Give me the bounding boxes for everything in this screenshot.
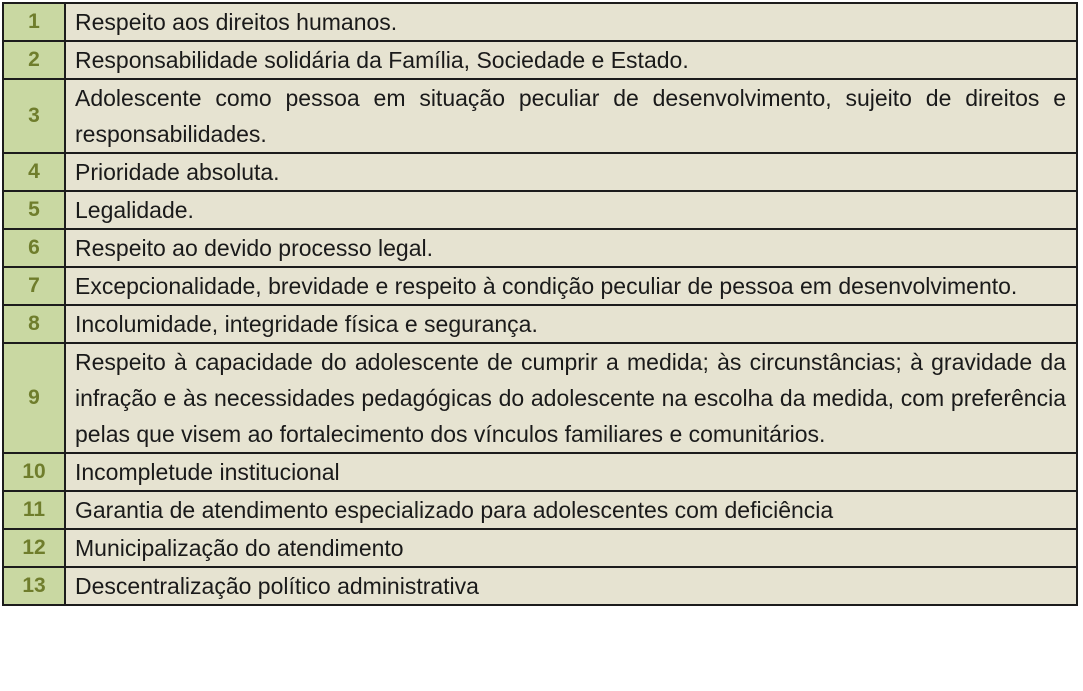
row-text: Garantia de atendimento especializado para adolescentes com deficiência	[65, 491, 1077, 529]
row-text: Respeito ao devido processo legal.	[65, 229, 1077, 267]
row-number: 12	[3, 529, 65, 567]
row-text: Incolumidade, integridade física e segurança.	[65, 305, 1077, 343]
table-row	[3, 343, 1077, 453]
table-row	[3, 529, 1077, 567]
row-number: 10	[3, 453, 65, 491]
table-row	[3, 453, 1077, 491]
table-row	[3, 229, 1077, 267]
row-number: 7	[3, 267, 65, 305]
row-number: 9	[3, 343, 65, 453]
table-row	[3, 79, 1077, 153]
row-text: Incompletude institucional	[65, 453, 1077, 491]
row-text: Descentralização político administrativa	[65, 567, 1077, 605]
row-number: 13	[3, 567, 65, 605]
principles-table	[2, 2, 1078, 606]
row-text: Excepcionalidade, brevidade e respeito à condição peculiar de pessoa em desenvolvimento.	[65, 267, 1077, 305]
table-row	[3, 267, 1077, 305]
row-text: Respeito à capacidade do adolescente de cumprir a medida; às circunstâncias; à gravidade da infração e às necessidades pedagógicas do adolescente na escolha da medida, com preferência pelas que visem ao fortalecimento dos vínculos familiares e comunitários.	[65, 343, 1077, 453]
table-row	[3, 41, 1077, 79]
table-row	[3, 191, 1077, 229]
table-row	[3, 305, 1077, 343]
row-text: Adolescente como pessoa em situação peculiar de desenvolvimento, sujeito de direitos e responsabilidades.	[65, 79, 1077, 153]
row-text: Legalidade.	[65, 191, 1077, 229]
row-text: Municipalização do atendimento	[65, 529, 1077, 567]
row-text: Prioridade absoluta.	[65, 153, 1077, 191]
table-row	[3, 3, 1077, 41]
row-number: 6	[3, 229, 65, 267]
row-number: 1	[3, 3, 65, 41]
table-row	[3, 567, 1077, 605]
row-text: Respeito aos direitos humanos.	[65, 3, 1077, 41]
table-row	[3, 491, 1077, 529]
row-number: 5	[3, 191, 65, 229]
row-number: 11	[3, 491, 65, 529]
table-row	[3, 153, 1077, 191]
row-number: 3	[3, 79, 65, 153]
row-text: Responsabilidade solidária da Família, Sociedade e Estado.	[65, 41, 1077, 79]
row-number: 8	[3, 305, 65, 343]
row-number: 4	[3, 153, 65, 191]
row-number: 2	[3, 41, 65, 79]
